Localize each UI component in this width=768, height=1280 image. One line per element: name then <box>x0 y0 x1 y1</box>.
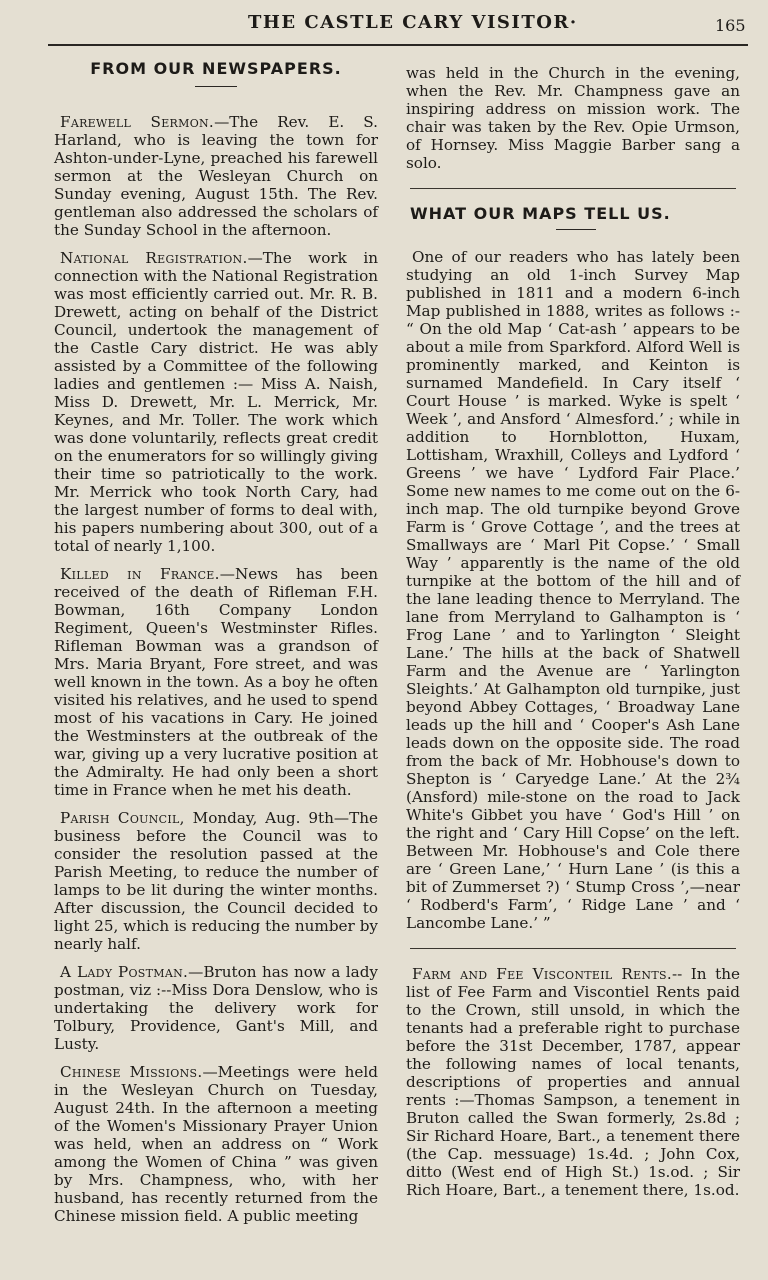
article-lead: Parish Council, <box>60 809 185 827</box>
page-number: 165 <box>715 16 746 35</box>
article-body: —Meetings were held in the Wesleyan Church on Tuesday, August 24th. In the afternoon a meeting of the Women's Missionary Prayer Union was held, when an address on “ Work among the Women of China ” was given by Mrs. Champness, who, with her husband, has recently returned from the Chinese mission field. A public meeting <box>54 1063 378 1225</box>
article-body: -- In the list of Fee Farm and Viscontiel Rents paid to the Crown, still unsold, in which the tenants had a preferable right to purchase before the 31st December, 1787, appear the following names of local tenants, descriptions of properties and annual rents :—Thomas Sampson, a tenement in Bruton called the Swan formerly, 2s.8d ; Sir Richard Hoare, Bart., a tenement there (the Cap. messuage) 1s.4d. ; John Cox, ditto (West end of High St.) 1s.od. ; Sir Rich Hoare, Bart., a tenement there, 1s.od. <box>406 965 740 1199</box>
page-header <box>0 12 768 42</box>
publication-title: THE CASTLE CARY VISITOR· <box>248 12 578 33</box>
maps-heading: WHAT OUR MAPS TELL US. <box>410 204 671 223</box>
heading-underline <box>556 229 596 230</box>
article-continuation: was held in the Church in the evening, when the Rev. Mr. Champness gave an inspiring address on mission work. The chair was taken by the Rev. Opie Urmson, of Hornsey. Miss Maggie Barber sang a solo. <box>406 64 740 172</box>
heading-underline <box>195 86 237 87</box>
section-divider <box>410 188 736 189</box>
newspapers-heading: FROM OUR NEWSPAPERS. <box>90 59 342 78</box>
article-lead: Killed in France. <box>60 565 220 583</box>
article-lead: Farm and Fee Visconteil Rents. <box>412 965 672 983</box>
article-body: —News has been received of the death of Rifleman F.H. Bowman, 16th Company London Regiment, Queen's Westminster Rifles. Rifleman Bowman was a grandson of Mrs. Maria Bryant, Fore street, and was well known in the town. As a boy he often visited his relatives, and he used to spend most of his vacations in Cary. He joined the Westminsters at the outbreak of the war, giving up a very lucrative position at the Admiralty. He had only been a short time in France when he met his death. <box>54 565 378 799</box>
article-lady-postman <box>54 963 378 1053</box>
left-column <box>54 60 378 1235</box>
article-farewell-sermon <box>54 113 378 239</box>
header-rule <box>48 44 748 46</box>
article-lead: Farewell Sermon. <box>60 113 215 131</box>
article-national-registration <box>54 249 378 555</box>
article-lead: A Lady Postman. <box>60 963 189 981</box>
article-body: Monday, Aug. 9th—The business before the Council was to consider the resolution passed at the Parish Meeting, to reduce the number of lamps to be lit during the winter months. After discussion, the Council decided to light 25, which is reducing the number by nearly half. <box>54 809 378 953</box>
article-body: —Bruton has now a lady postman, viz :--Miss Dora Denslow, who is undertaking the delivery work for Tolbury, Providence, Gant's Mill, and Lusty. <box>54 963 378 1053</box>
article-body: —The Rev. E. S. Harland, who is leaving the town for Ashton-under-Lyne, preached his farewell sermon at the Wesleyan Church on Sunday evening, August 15th. The Rev. gentleman also addressed the scholars of the Sunday School in the afternoon. <box>54 113 378 239</box>
article-lead: National Registration. <box>60 249 248 267</box>
section-divider <box>410 948 736 949</box>
right-column <box>406 64 740 1209</box>
article-killed-in-france <box>54 565 378 799</box>
article-body: —The work in connection with the National Registration was most efficiently carried out. Mr. R. B. Drewett, acting on behalf of the District Council, undertook the management of the Castle Cary district. He was ably assisted by a Committee of the following ladies and gentlemen :— Miss A. Naish, Miss D. Drewett, Mr. L. Merrick, Mr. Keynes, and Mr. Toller. The work which was done voluntarily, reflects great credit on the enumerators for so willingly giving their time so patriotically to the work. Mr. Merrick who took North Cary, had the largest number of forms to deal with, his papers numbering about 300, out of a total of nearly 1,100. <box>54 249 378 555</box>
article-rents <box>406 965 740 1199</box>
article-lead: Chinese Missions. <box>60 1063 203 1081</box>
article-parish-council <box>54 809 378 953</box>
article-maps: One of our readers who has lately been studying an old 1-inch Survey Map published in 1811 and a modern 6-inch Map published in 1888, writes as follows :- “ On the old Map ‘ Cat-ash ’ appears to be about a mile from Sparkford. Alford Well is prominently marked, and Keinton is surnamed Mandefield. In Cary itself ‘ Court House ’ is marked. Wyke is spelt ‘ Week ’, and Ansford ‘ Almesford.’ ; while in addition to Hornblotton, Huxam, Lottisham, Wraxhill, Colleys and Lydford ‘ Greens ’ we have ‘ Lydford Fair Place.’ Some new names to me come out on the 6-inch map. The old turnpike beyond Grove Farm is ‘ Grove Cottage ’, and the trees at Smallways are ‘ Marl Pit Copse.’ ‘ Small Way ’ apparently is the name of the old turnpike at the bottom of the hill and of the lane leading thence to Merryland. The lane from Merryland to Galhampton is ‘ Frog Lane ’ and to Yarlington ‘ Sleight Lane.’ The hills at the back of Shatwell Farm and the Avenue are ‘ Yarlington Sleights.’ At Galhampton old turnpike, just beyond Abbey Cottages, ‘ Broadway Lane leads up the hill and ‘ Cooper's Ash Lane leads down on the opposite side. The road from the back of Mr. Hobhouse's down to Shepton is ‘ Caryedge Lane.’ At the 2¾ (Ansford) mile-stone on the road to Jack White's Gibbet you have ‘ God's Hill ’ on the right and ‘ Cary Hill Copse’ on the left. Between Mr. Hobhouse's and Cole there are ‘ Green Lane,’ ‘ Hurn Lane ’ (is this a bit of Zummerset ?) ‘ Stump Cross ’,—near ‘ Rodberd's Farm’, ‘ Ridge Lane ’ and ‘ Lancombe Lane.’ ” <box>406 248 740 932</box>
article-chinese-missions <box>54 1063 378 1225</box>
